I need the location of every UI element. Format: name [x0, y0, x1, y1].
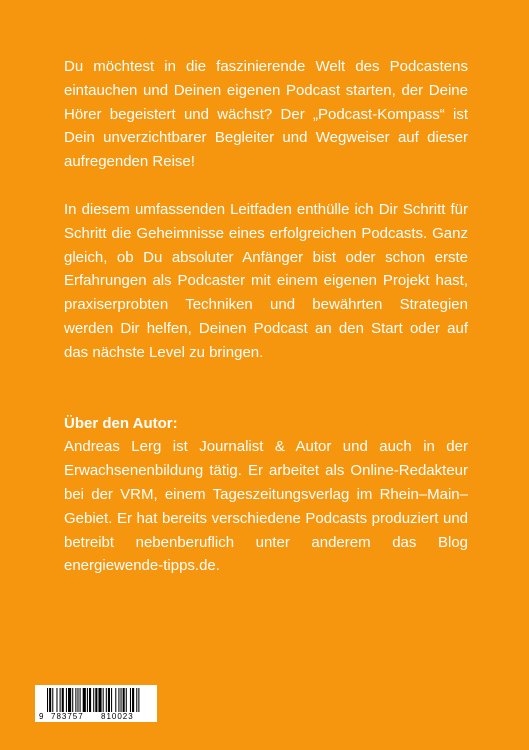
barcode-bar	[126, 688, 127, 712]
barcode-bar	[62, 688, 64, 712]
barcode-bar	[75, 688, 76, 712]
barcode-bar	[123, 688, 125, 712]
barcode-bar	[115, 688, 116, 712]
barcode-bar	[49, 688, 51, 712]
barcode-bar	[68, 688, 71, 712]
barcode-bar	[52, 688, 53, 712]
barcode-right-digits: 810023	[101, 712, 134, 721]
barcode-bar	[130, 688, 131, 712]
barcode-bar	[60, 688, 61, 712]
back-cover-text	[64, 55, 468, 578]
author-heading: Über den Autor:	[64, 414, 178, 432]
barcode-bar	[111, 688, 112, 712]
barcode-bar	[93, 688, 94, 712]
barcode-graphic	[35, 685, 157, 722]
barcode-bar	[138, 688, 139, 712]
barcode-bar	[121, 688, 122, 712]
barcode-bar	[136, 688, 137, 712]
author-bio: Andreas Lerg ist Journalist & Autor und auch in der Erwachsenenbildung tätig. Er arbeitet als Online-Redakteur bei der VRM, einem Tageszeitungsverlag im Rhein–Main–Gebiet. Er hat bereits verschiedene Podcasts produziert und betreibt nebenberuflich unter anderem das Blog energiewende-tipps.de.	[64, 438, 468, 575]
barcode-bar	[77, 688, 78, 712]
barcode-bar	[89, 688, 91, 712]
blurb-paragraph-1: Du möchtest in die faszinierende Welt des Podcastens eintauchen und Deinen eigenen Podcast starten, der Deine Hörer begeistert und wächst? Der „Podcast-Kompass“ ist Dein unverzichtbarer Begleiter und Wegweiser auf dieser aufregenden Reise!	[64, 58, 468, 171]
barcode-bar	[83, 688, 86, 712]
barcode-bar	[95, 688, 97, 712]
barcode-bar	[98, 688, 101, 712]
barcode-bar	[66, 688, 67, 712]
barcode-lead-digit: 9	[39, 712, 44, 721]
barcode-bar	[118, 688, 119, 712]
barcode-left-digits: 783757	[51, 712, 84, 721]
barcode-bars	[47, 688, 139, 712]
barcode-bar	[56, 688, 57, 712]
isbn-barcode	[35, 685, 157, 722]
barcode-bar	[72, 688, 73, 712]
barcode-bar	[87, 688, 88, 712]
barcode-bar	[80, 688, 81, 712]
barcode-bar	[106, 688, 107, 712]
barcode-bar	[103, 688, 104, 712]
blurb-paragraph-2: In diesem umfassenden Leitfaden enthülle ich Dir Schritt für Schritt die Geheimnisse eines erfolgreichen Podcasts. Ganz gleich, ob Du absoluter Anfänger bist oder schon erste Erfahrungen als Podcaster mit einem eigenen Projekt hast, praxiserprobten Techniken und bewährten Strategien werden Dir helfen, Deinen Podcast an den Start oder auf das nächste Level zu bringen.	[64, 200, 468, 361]
barcode-bar	[47, 688, 48, 712]
barcode-bar	[108, 688, 110, 712]
barcode-bar	[132, 688, 134, 712]
